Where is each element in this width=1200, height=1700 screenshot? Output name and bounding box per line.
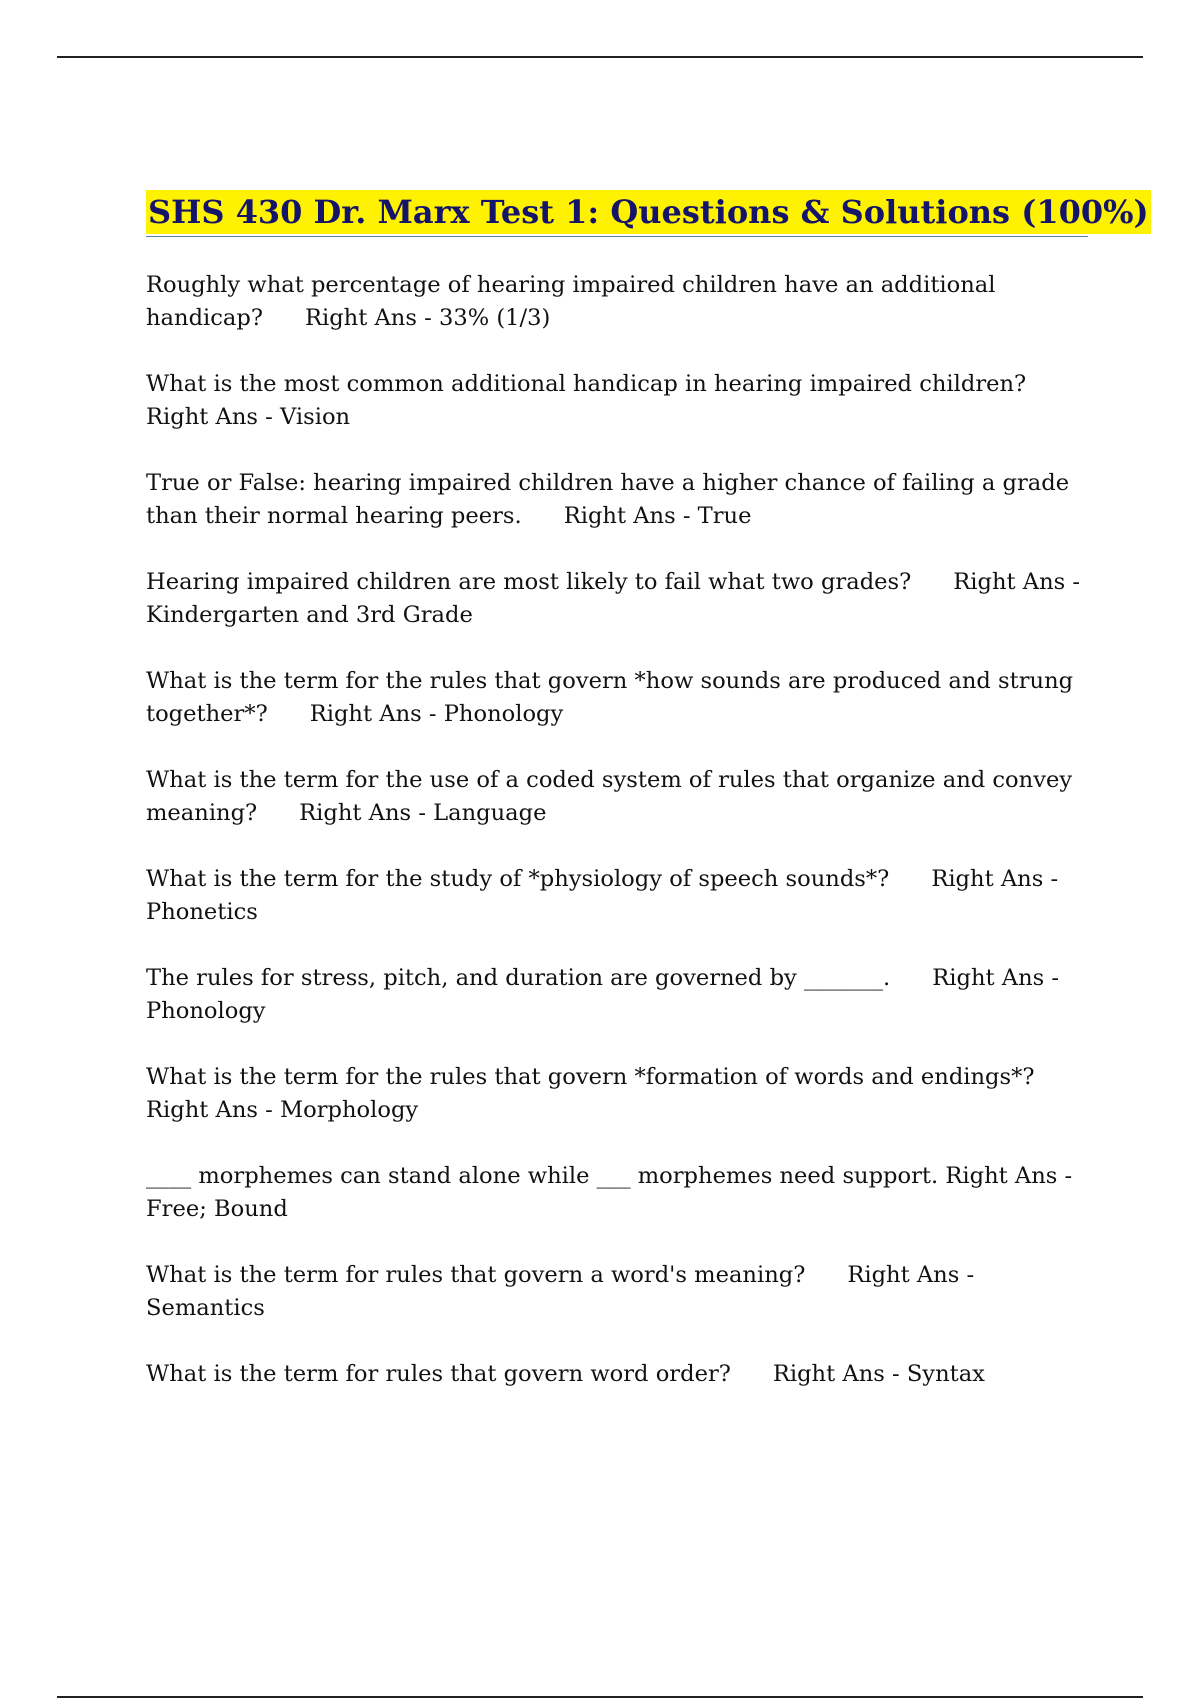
qa-item-6 — [146, 764, 1088, 829]
answer-text: Right Ans - Vision — [146, 403, 351, 430]
question-text: Hearing impaired children are most likely to fail what two grades? — [146, 569, 912, 595]
document-title: SHS 430 Dr. Marx Test 1: Questions & Solutions (100%) — [146, 190, 1151, 234]
answer-text: Right Ans - Semantics — [146, 1262, 982, 1321]
document-body — [146, 190, 1149, 1425]
qa-item-8 — [146, 962, 1088, 1027]
answer-text: Right Ans - Kindergarten and 3rd Grade — [146, 569, 1088, 628]
question-text: What is the term for rules that govern a word's meaning? — [146, 1262, 806, 1288]
qa-item-7 — [146, 863, 1088, 928]
question-text: What is the term for the rules that govern *how sounds are produced and strung together*? — [146, 668, 1081, 727]
question-text: What is the term for the use of a coded system of rules that organize and convey meaning? — [146, 767, 1080, 826]
title-block — [146, 190, 1149, 237]
qa-item-5 — [146, 665, 1088, 730]
question-text: What is the most common additional handicap in hearing impaired children? — [146, 371, 1027, 397]
question-text: True or False: hearing impaired children have a higher chance of failing a grade than their normal hearing peers. — [146, 470, 1077, 529]
answer-text: Right Ans - Phonology — [309, 700, 564, 727]
page-bottom-rule — [57, 1696, 1143, 1698]
answer-text: Right Ans - Syntax — [772, 1361, 985, 1387]
qa-item-10 — [146, 1160, 1088, 1225]
answer-text: Right Ans - Phonetics — [146, 866, 1066, 925]
question-text: Roughly what percentage of hearing impaired children have an additional handicap? — [146, 272, 1003, 331]
question-text: The rules for stress, pitch, and duration are governed by _______. — [146, 965, 891, 991]
qa-item-3 — [146, 467, 1088, 532]
question-text: ____ morphemes can stand alone while ___ morphemes need support. — [146, 1163, 939, 1189]
qa-item-2 — [146, 368, 1088, 433]
qa-item-4 — [146, 566, 1088, 631]
answer-text: Right Ans - Language — [299, 799, 547, 826]
answer-text: Right Ans - 33% (1/3) — [304, 304, 551, 331]
question-text: What is the term for the rules that govern *formation of words and endings*? — [146, 1064, 1035, 1090]
qa-item-12 — [146, 1358, 1088, 1391]
question-text: What is the term for the study of *physiology of speech sounds*? — [146, 866, 890, 892]
answer-text: Right Ans - True — [563, 502, 752, 529]
answer-text: Right Ans - Phonology — [146, 965, 1067, 1024]
question-text: What is the term for rules that govern word order? — [146, 1361, 731, 1387]
qa-item-9 — [146, 1061, 1088, 1126]
qa-item-11 — [146, 1259, 1088, 1324]
answer-text: Right Ans - Free; Bound — [146, 1163, 1080, 1222]
qa-item-1 — [146, 269, 1088, 334]
answer-text: Right Ans - Morphology — [146, 1096, 419, 1123]
page-top-rule — [57, 56, 1143, 58]
